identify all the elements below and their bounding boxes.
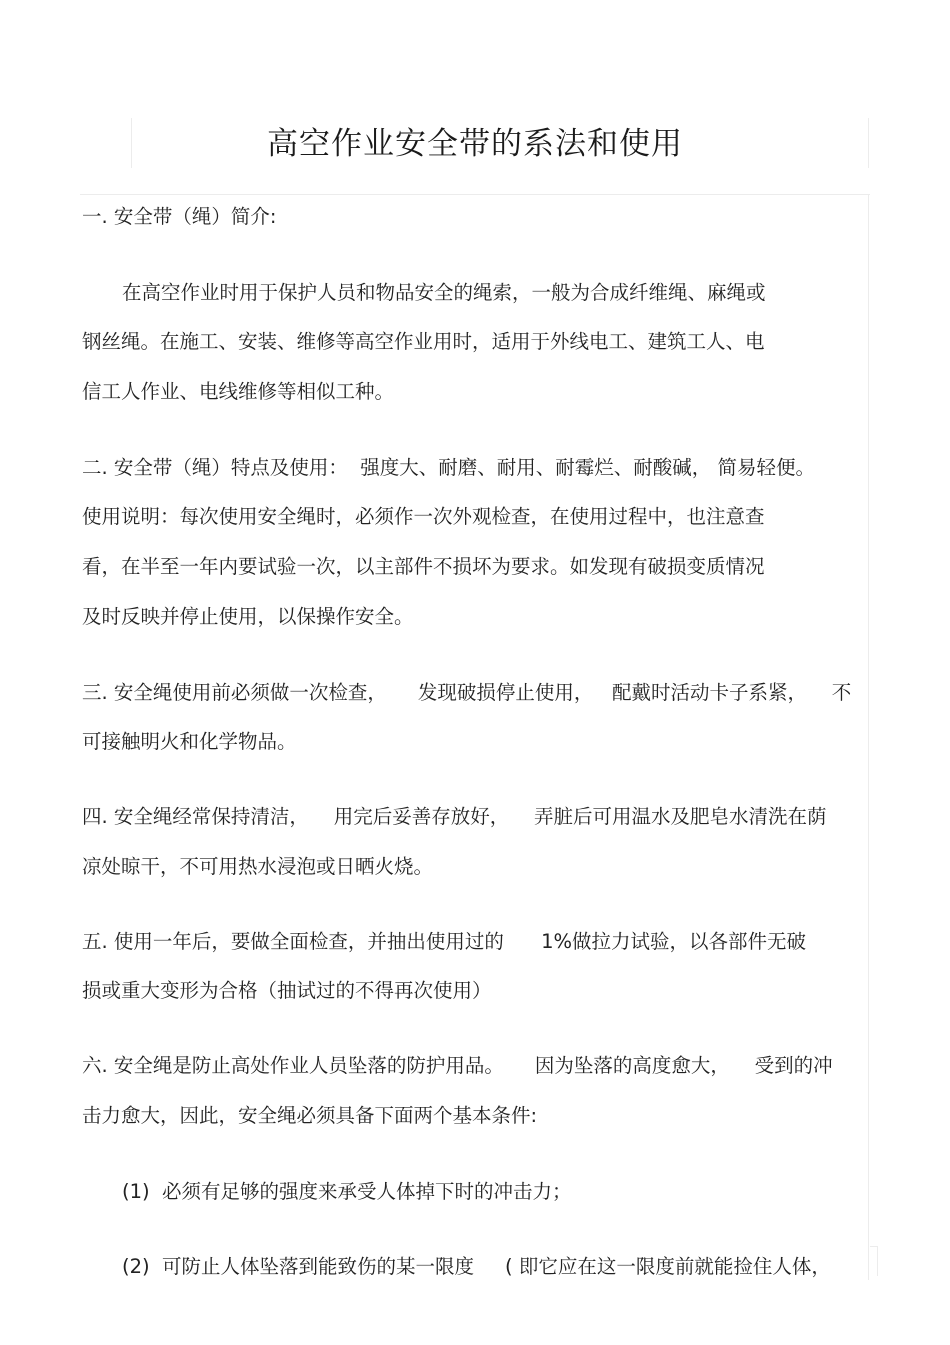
section-6-line: 六. 安全绳是防止高处作业人员坠落的防护用品。 因为坠落的高度愈大， 受到的冲 bbox=[82, 1054, 833, 1077]
section-3-line: 可接触明火和化学物品。 bbox=[82, 730, 297, 753]
section-5-line: 五. 使用一年后，要做全面检查，并抽出使用过的 1%做拉力试验，以各部件无破 bbox=[82, 930, 807, 953]
section-2-heading: 二. 安全带（绳）特点及使用： 强度大、耐磨、耐用、耐霉烂、耐酸碱， 简易轻便。 bbox=[82, 456, 815, 479]
condition-item-2: (2) 可防止人体坠落到能致伤的某一限度 ( 即它应在这一限度前就能捡住人体， bbox=[122, 1255, 831, 1278]
frame-rule-right bbox=[868, 195, 869, 1280]
section-2-paragraph-line: 看，在半至一年内要试验一次，以主部件不损坏为要求。如发现有破损变质情况 bbox=[82, 555, 765, 578]
document-title: 高空作业安全带的系法和使用 bbox=[267, 126, 683, 162]
section-1-heading: 一. 安全带（绳）简介: bbox=[82, 205, 277, 228]
section-3-line: 三. 安全绳使用前必须做一次检查， 发现破损停止使用， 配戴时活动卡子系紧， 不 bbox=[82, 681, 852, 704]
section-5-line: 损或重大变形为合格（抽试过的不得再次使用） bbox=[82, 979, 492, 1002]
section-1-paragraph-line: 在高空作业时用于保护人员和物品安全的绳索，一般为合成纤维绳、麻绳或 bbox=[122, 281, 766, 304]
section-4-line: 凉处晾干，不可用热水浸泡或日晒火烧。 bbox=[82, 855, 434, 878]
section-4-line: 四. 安全绳经常保持清洁， 用完后妥善存放好， 弄脏后可用温水及肥皂水清洗在荫 bbox=[82, 805, 827, 828]
section-1-paragraph-line: 信工人作业、电线维修等相似工种。 bbox=[82, 380, 395, 403]
frame-rule-top bbox=[80, 194, 870, 195]
section-6-line: 击力愈大，因此，安全绳必须具备下面两个基本条件: bbox=[82, 1104, 538, 1127]
section-2-paragraph-line: 使用说明：每次使用安全绳时，必须作一次外观检查，在使用过程中，也注意查 bbox=[82, 505, 765, 528]
section-1-paragraph-line: 钢丝绳。在施工、安装、维修等高空作业用时，适用于外线电工、建筑工人、电 bbox=[82, 330, 765, 353]
frame-corner-mark-vertical bbox=[877, 1246, 878, 1276]
section-2-paragraph-line: 及时反映并停止使用，以保操作安全。 bbox=[82, 605, 414, 628]
condition-item-1: (1) 必须有足够的强度来承受人体掉下时的冲击力； bbox=[122, 1180, 572, 1203]
